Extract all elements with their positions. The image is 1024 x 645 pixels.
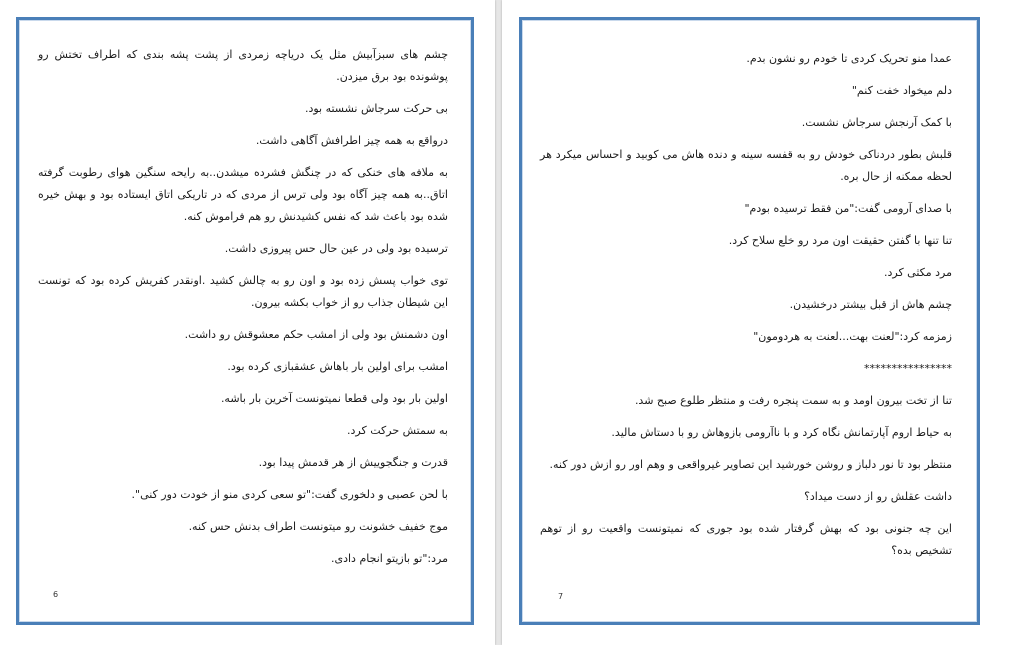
paragraph: قدرت و جنگجوییش از هر قدمش پیدا بود. (258, 456, 448, 469)
paragraph: این چه جنونی بود که بهش گرفتار شده بود جوری که نمیتونست واقعیت رو از توهم تشخیص بده؟ (540, 522, 952, 557)
paragraph: با صدای آرومی گفت:"من فقط ترسیده بودم" (744, 202, 952, 215)
paragraph: ترسیده بود ولی در عین حال حس پیروزی داشت. (224, 242, 448, 255)
page-body (38, 44, 448, 580)
paragraph: تنا تنها با گفتن حقیقت اون مرد رو خلع سلاح کرد. (728, 234, 952, 247)
paragraph: منتظر بود تا نور دلباز و روشن خورشید این تصاویر غیرواقعی و وهم اور رو ازش دور کنه. (549, 458, 952, 471)
document-page-left (0, 0, 495, 645)
paragraph: تنا از تخت بیرون اومد و به سمت پنجره رفت و منتظر طلوع صبح شد. (634, 394, 952, 407)
paragraph: چشم هاش از قبل بیشتر درخشیدن. (789, 298, 952, 311)
paragraph: به سمتش حرکت کرد. (347, 424, 448, 437)
paragraph: به حیاط اروم آپارتمانش نگاه کرد و با ناآرومی بازوهاش رو با دستاش مالید. (611, 426, 952, 439)
paragraph: بی حرکت سرجاش نشسته بود. (304, 102, 448, 115)
paragraph: زمزمه کرد:"لعنت بهت...لعنت به هردومون" (753, 330, 952, 343)
paragraph: با لحن عصبی و دلخوری گفت:"تو سعی کردی منو از خودت دور کنی". (131, 488, 448, 501)
paragraph: درواقع به همه چیز اطرافش آگاهی داشت. (255, 134, 448, 147)
paragraph: موج خفیف خشونت رو میتونست اطراف بدنش حس کنه. (188, 520, 448, 533)
paragraph: با کمک آرنجش سرجاش نشست. (801, 116, 952, 129)
paragraph: توی خواب پسش زده بود و اون رو به چالش کشید .اونقدر کفریش کرده بود که تونست این شیطان جذاب رو از خواب بکشه بیرون. (38, 274, 448, 309)
paragraph: مرد مکثی کرد. (883, 266, 952, 279)
paragraph: امشب برای اولین بار باهاش عشقبازی کرده بود. (227, 360, 448, 373)
paragraph: مرد:"تو بازیتو انجام دادی. (331, 552, 448, 565)
paragraph: چشم های سبزآبیش مثل یک دریاچه زمردی از پشت پشه بندی که اطراف تختش رو پوشونده بود برق میزدن. (38, 48, 448, 83)
paragraph: به ملافه های خنکی که در چنگش فشرده میشدن..به رایحه سنگین هوای رطوبت گرفته اتاق..به همه چیز آگاه بود ولی ترس از مردی که در تاریکی اتاق ایستاده بود و بهش خیره شده بود باعث شد که نفس کشیدنش رو هم فراموش کنه. (38, 166, 448, 223)
paragraph: عمدا منو تحریک کردی تا خودم رو نشون بدم. (746, 52, 952, 65)
paragraph: قلبش بطور دردناکی خودش رو به قفسه سینه و دنده هاش می کوبید و احساس میکرد هر لحظه ممکنه از حال بره. (540, 148, 952, 183)
document-page-right (502, 0, 1024, 645)
paragraph: اون دشمنش بود ولی از امشب حکم معشوقش رو داشت. (184, 328, 448, 341)
page-number: 6 (53, 590, 59, 599)
page-number: 7 (558, 592, 564, 601)
paragraph: داشت عقلش رو از دست میداد؟ (804, 490, 952, 503)
page-body (540, 48, 952, 572)
paragraph: دلم میخواد خفت کنم" (851, 84, 952, 97)
section-divider: **************** (864, 362, 952, 375)
paragraph: اولین بار بود ولی قطعا نمیتونست آخرین بار باشه. (220, 392, 448, 405)
